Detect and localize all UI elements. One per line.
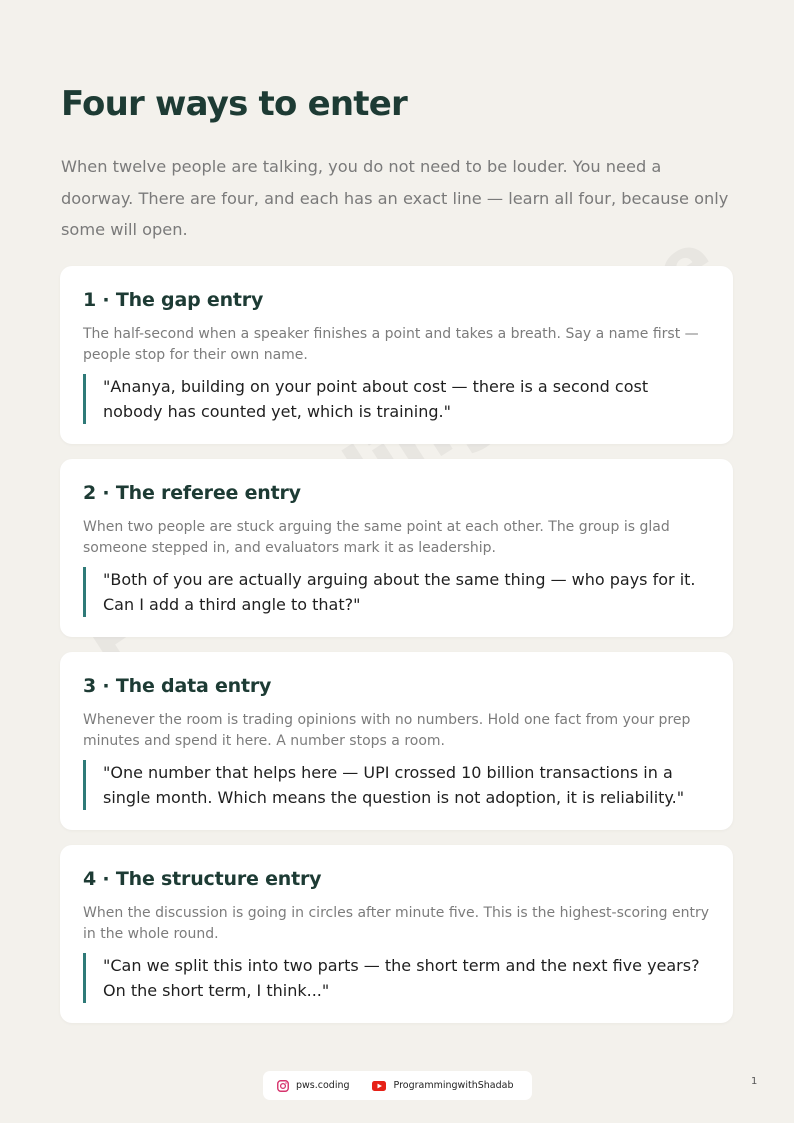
entry-card-data	[60, 652, 733, 830]
card-description: When two people are stuck arguing the same point at each other. The group is glad someone stepped in, and evaluators mark it as leadership.	[83, 519, 670, 556]
entry-card-structure	[60, 845, 733, 1023]
card-description: The half-second when a speaker finishes a point and takes a breath. Say a name first — people stop for their own name.	[83, 326, 699, 363]
entry-card-gap	[60, 266, 733, 444]
youtube-channel[interactable]: ProgrammingwithShadab	[393, 1080, 514, 1091]
card-quote: "Can we split this into two parts — the short term and the next five years? On the short term, I think..."	[83, 953, 711, 1003]
card-description: When the discussion is going in circles after minute five. This is the highest-scoring entry in the whole round.	[83, 905, 709, 942]
intro-paragraph: When twelve people are talking, you do not need to be louder. You need a doorway. There are four, and each has an exact line — learn all four, because only some will open.	[61, 157, 729, 239]
instagram-handle[interactable]: pws.coding	[296, 1080, 350, 1091]
youtube-icon[interactable]	[372, 1081, 386, 1091]
card-quote: "One number that helps here — UPI crossed 10 billion transactions in a single month. Which means the question is not adoption, it is reliability."	[83, 760, 711, 810]
instagram-icon[interactable]	[277, 1080, 289, 1092]
card-title: 4 · The structure entry	[83, 868, 322, 890]
entry-card-referee	[60, 459, 733, 637]
card-title: 1 · The gap entry	[83, 289, 264, 311]
social-footer	[263, 1071, 532, 1100]
card-title: 2 · The referee entry	[83, 482, 301, 504]
page-title: Four ways to enter	[61, 84, 407, 124]
card-quote: "Ananya, building on your point about cost — there is a second cost nobody has counted yet, which is training."	[83, 374, 711, 424]
card-description: Whenever the room is trading opinions with no numbers. Hold one fact from your prep minutes and spend it here. A number stops a room.	[83, 712, 691, 749]
card-title: 3 · The data entry	[83, 675, 272, 697]
page-number: 1	[751, 1076, 758, 1087]
card-quote: "Both of you are actually arguing about the same thing — who pays for it. Can I add a third angle to that?"	[83, 567, 711, 617]
